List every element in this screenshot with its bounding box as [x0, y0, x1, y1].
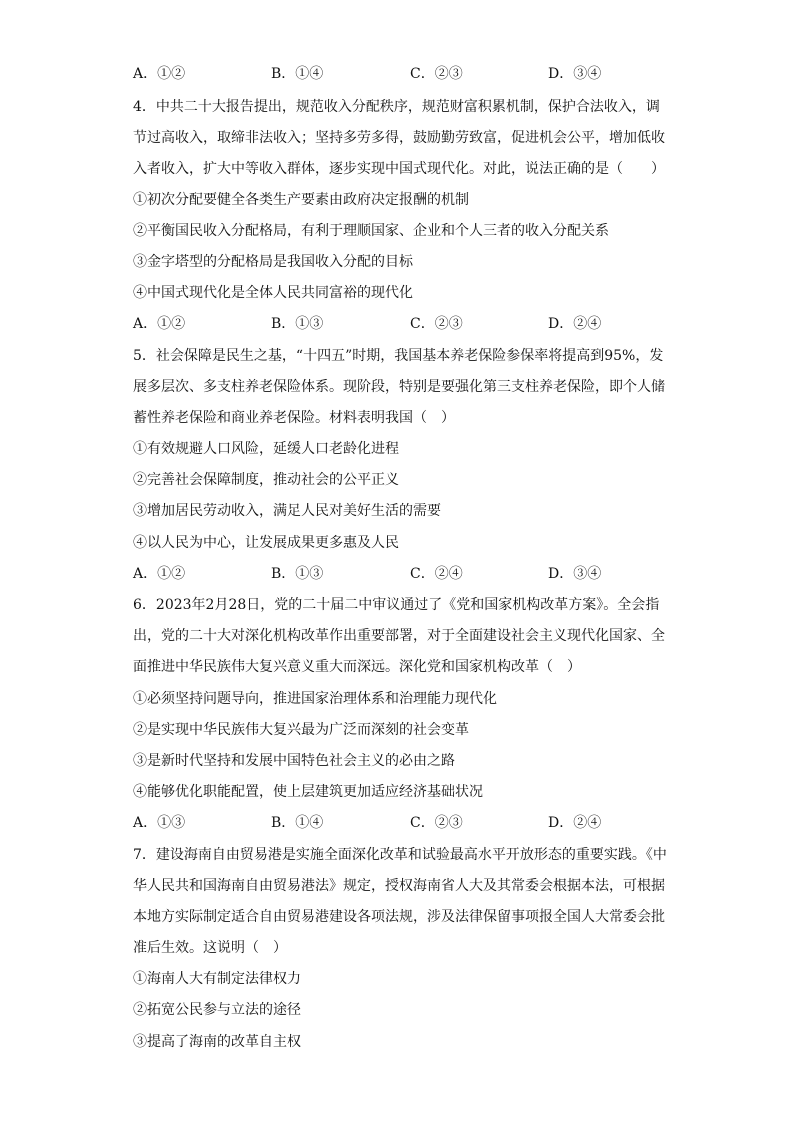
q3-option-d[interactable]: D．③④ [548, 66, 602, 82]
q3-options [133, 64, 663, 84]
q5-options [133, 564, 663, 584]
q4-option-a[interactable]: A．①② [133, 316, 186, 332]
q7-stem-line: 华人民共和国海南自由贸易港法》规定，授权海南省人大及其常委会根据本法，可根据 [133, 878, 665, 894]
q5-option-b[interactable]: B．①③ [271, 566, 324, 582]
q6-stem-line: 出，党的二十大对深化机构改革作出重要部署，对于全面建设社会主义现代化国家、全 [133, 628, 665, 644]
q4-options [133, 314, 663, 334]
q6-option-d[interactable]: D．②④ [548, 815, 602, 831]
q5-stem-line: 展多层次、多支柱养老保险体系。现阶段，特别是要强化第三支柱养老保险，即个人储 [133, 379, 665, 395]
q4-item-3: ③金字塔型的分配格局是我国收入分配的目标 [133, 254, 413, 270]
q7-stem-line: 7．建设海南自由贸易港是实施全面深化改革和试验最高水平开放形态的重要实践。《中 [133, 847, 667, 863]
q5-item-3: ③增加居民劳动收入，满足人民对美好生活的需要 [133, 503, 441, 519]
q6-item-4: ④能够优化职能配置，使上层建筑更加适应经济基础状况 [133, 784, 483, 800]
q3-option-c[interactable]: C．②③ [410, 66, 463, 82]
q6-stem-line: 面推进中华民族伟大复兴意义重大而深远。深化党和国家机构改革（ ） [133, 659, 581, 675]
q6-item-3: ③是新时代坚持和发展中国特色社会主义的必由之路 [133, 753, 455, 769]
q5-stem-line: 蓄性养老保险和商业养老保险。材料表明我国（ ） [133, 410, 455, 426]
q5-option-d[interactable]: D．③④ [548, 566, 602, 582]
q5-stem-line: 5．社会保障是民生之基，“十四五”时期，我国基本养老保险参保率将提高到95%，发 [133, 348, 664, 364]
q4-option-b[interactable]: B．①③ [271, 316, 324, 332]
q5-option-a[interactable]: A．①② [133, 566, 186, 582]
q6-option-b[interactable]: B．①④ [271, 815, 324, 831]
q7-item-3: ③提高了海南的改革自主权 [133, 1034, 301, 1050]
q4-stem-line: 4．中共二十大报告提出，规范收入分配秩序，规范财富积累机制，保护合法收入，调 [133, 99, 660, 115]
q7-item-2: ②拓宽公民参与立法的途径 [133, 1002, 301, 1018]
q6-item-2: ②是实现中华民族伟大复兴最为广泛而深刻的社会变革 [133, 722, 469, 738]
q6-options [133, 813, 663, 833]
q4-item-1: ①初次分配要健全各类生产要素由政府决定报酬的机制 [133, 192, 469, 208]
q7-item-1: ①海南人大有制定法律权力 [133, 971, 301, 987]
q7-stem-line: 本地方实际制定适合自由贸易港建设各项法规，涉及法律保留事项报全国人大常委会批 [133, 909, 665, 925]
q4-stem-line: 节过高收入，取缔非法收入；坚持多劳多得，鼓励勤劳致富，促进机会公平，增加低收 [133, 130, 665, 146]
q5-item-4: ④以人民为中心，让发展成果更多惠及人民 [133, 535, 399, 551]
q4-option-d[interactable]: D．②④ [548, 316, 602, 332]
q4-item-2: ②平衡国民收入分配格局，有利于理顺国家、企业和个人三者的收入分配关系 [133, 223, 609, 239]
q5-option-c[interactable]: C．②④ [410, 566, 463, 582]
q6-item-1: ①必须坚持问题导向，推进国家治理体系和治理能力现代化 [133, 691, 497, 707]
q4-item-4: ④中国式现代化是全体人民共同富裕的现代化 [133, 285, 413, 301]
q5-item-2: ②完善社会保障制度，推动社会的公平正义 [133, 472, 399, 488]
q3-option-b[interactable]: B．①④ [271, 66, 324, 82]
q4-stem-line: 入者收入，扩大中等收入群体，逐步实现中国式现代化。对此，说法正确的是（ ） [133, 161, 665, 177]
q5-item-1: ①有效规避人口风险，延缓人口老龄化进程 [133, 441, 399, 457]
q6-option-c[interactable]: C．②③ [410, 815, 463, 831]
q6-stem-line: 6．2023年2月28日，党的二十届二中审议通过了《党和国家机构改革方案》。全会指 [133, 597, 660, 613]
q7-stem-line: 准后生效。这说明（ ） [133, 940, 287, 956]
q4-option-c[interactable]: C．②③ [410, 316, 463, 332]
q6-option-a[interactable]: A．①③ [133, 815, 186, 831]
q3-option-a[interactable]: A．①② [133, 66, 186, 82]
